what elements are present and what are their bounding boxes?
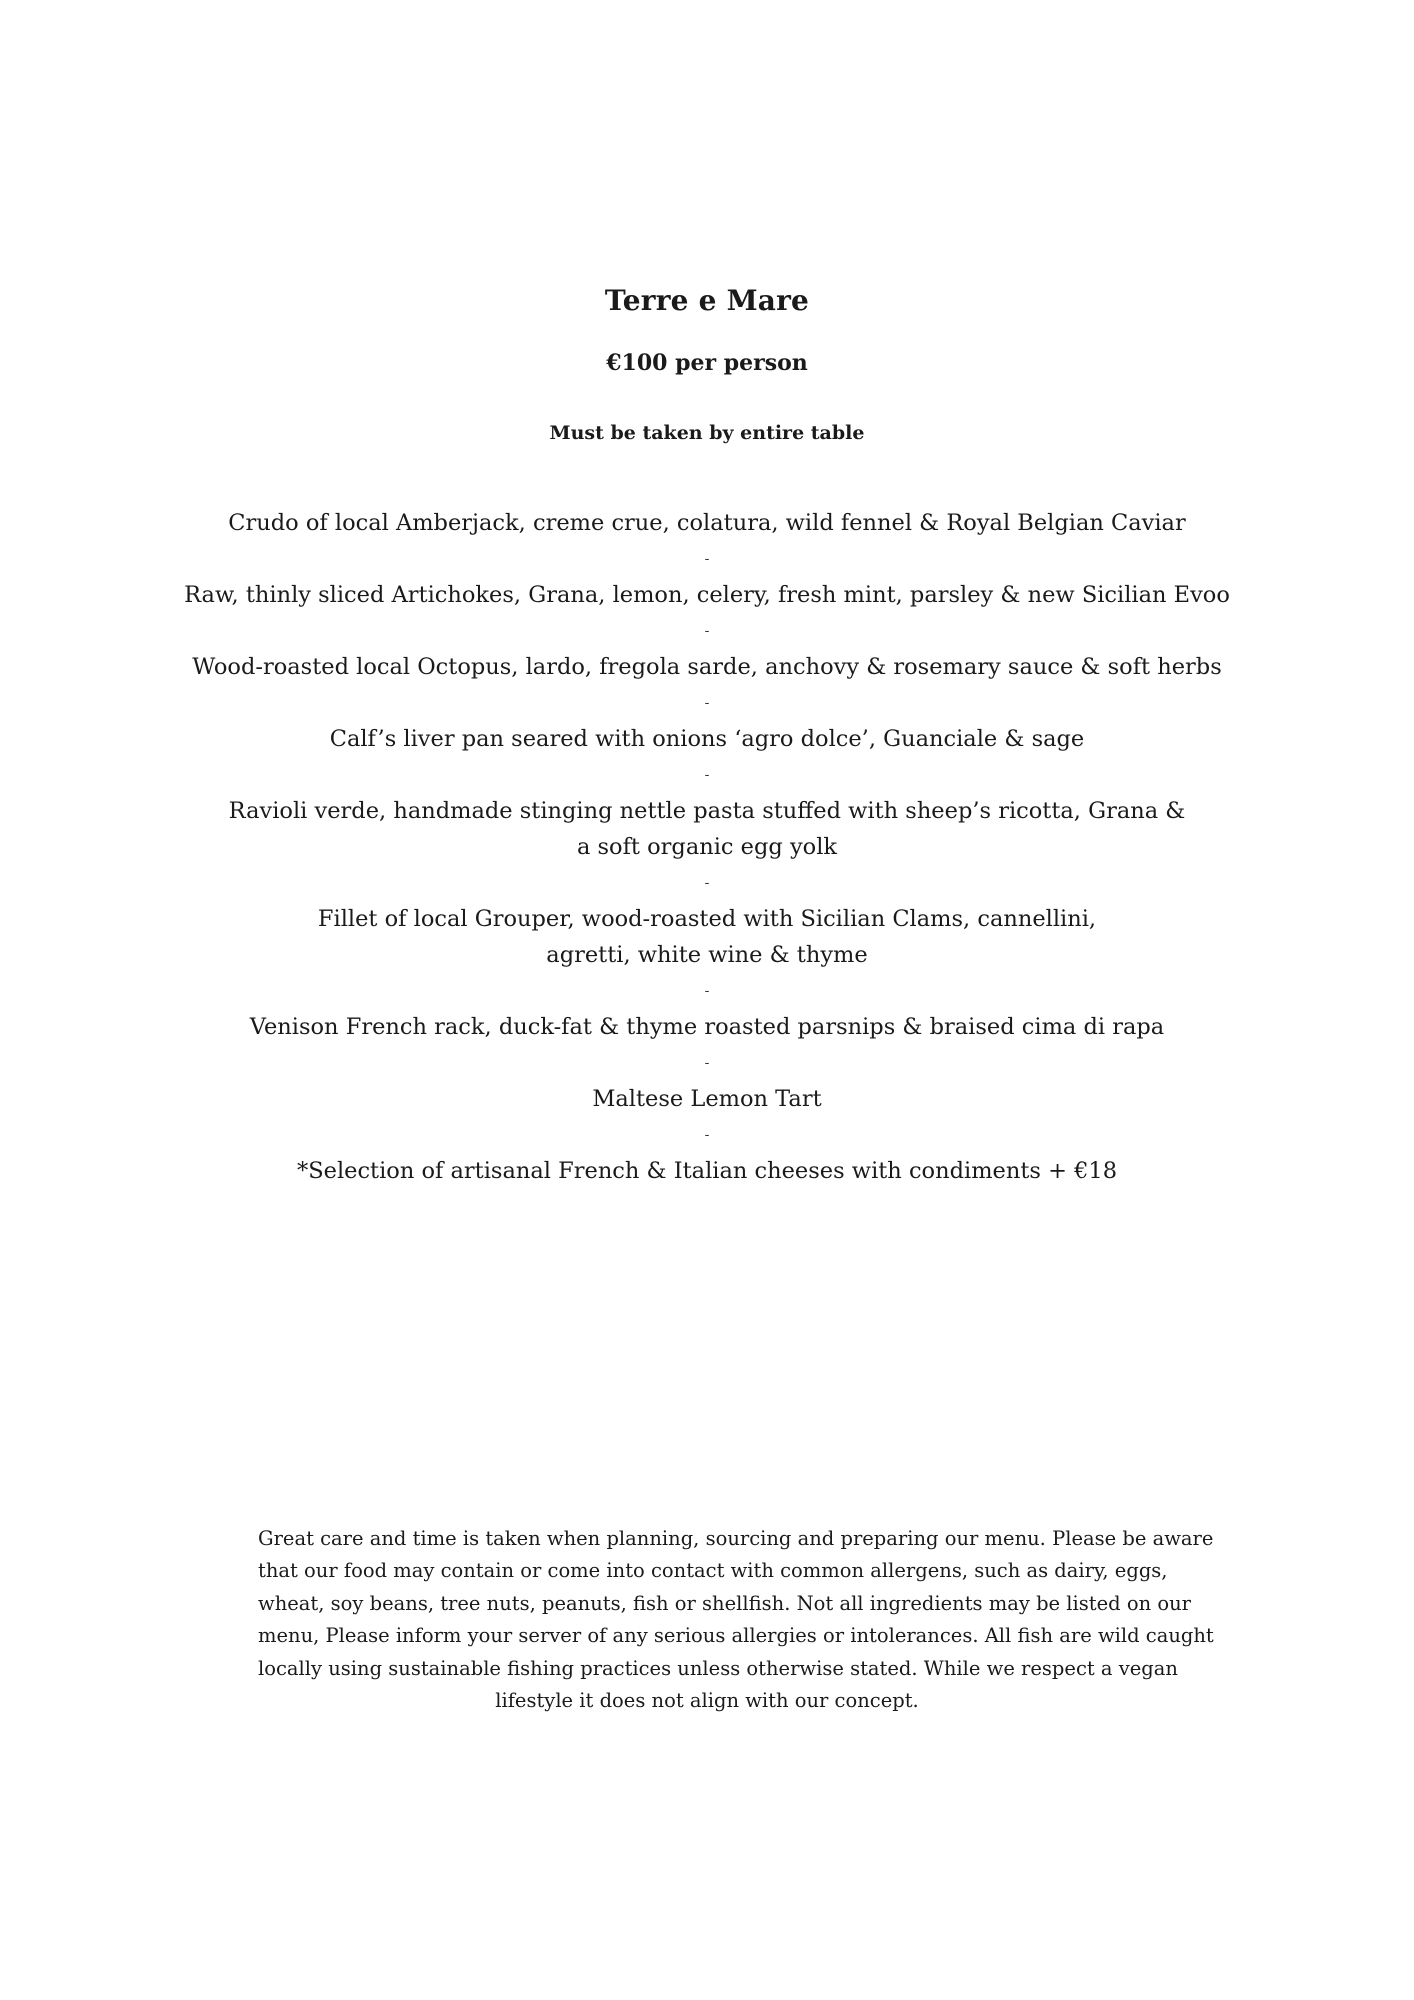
- course-separator: -: [704, 875, 710, 891]
- course-separator: -: [704, 623, 710, 639]
- disclaimer-line: wheat, soy beans, tree nuts, peanuts, fish or shellfish. Not all ingredients may be listed on our: [258, 1591, 1191, 1615]
- course-line: Fillet of local Grouper, wood-roasted with Sicilian Clams, cannellini,: [317, 906, 1097, 932]
- disclaimer-line: lifestyle it does not align with our concept.: [495, 1689, 919, 1713]
- course-item: [140, 793, 1274, 865]
- course-separator: -: [704, 767, 710, 783]
- course-item: [140, 1153, 1274, 1189]
- course-line: a soft organic egg yolk: [576, 834, 838, 860]
- course-item: [140, 901, 1274, 973]
- course-list: [140, 505, 1274, 1189]
- course-line: *Selection of artisanal French & Italian cheeses with condiments + €18: [296, 1158, 1118, 1184]
- course-item: [140, 1081, 1274, 1117]
- allergen-disclaimer: [258, 1523, 1214, 1717]
- disclaimer-line: menu, Please inform your server of any serious allergies or intolerances. All fish are wild caught: [258, 1624, 1214, 1648]
- course-line: Venison French rack, duck-fat & thyme roasted parsnips & braised cima di rapa: [249, 1014, 1165, 1040]
- course-separator: -: [704, 1127, 710, 1143]
- course-item: [140, 649, 1274, 685]
- menu-title: Terre e Mare: [604, 284, 810, 317]
- course-line: agretti, white wine & thyme: [546, 942, 868, 968]
- course-item: [140, 721, 1274, 757]
- menu-price: €100 per person: [606, 350, 808, 376]
- disclaimer-line: Great care and time is taken when planning, sourcing and preparing our menu. Please be aware: [258, 1527, 1214, 1550]
- course-separator: -: [704, 551, 710, 567]
- course-line: Wood-roasted local Octopus, lardo, fregola sarde, anchovy & rosemary sauce & soft herbs: [192, 654, 1222, 680]
- menu-note: Must be taken by entire table: [549, 422, 865, 444]
- course-line: Maltese Lemon Tart: [592, 1086, 822, 1112]
- course-item: [140, 1009, 1274, 1045]
- course-line: Crudo of local Amberjack, creme crue, colatura, wild fennel & Royal Belgian Caviar: [228, 510, 1186, 536]
- course-separator: -: [704, 983, 710, 999]
- course-separator: -: [704, 1055, 710, 1071]
- course-item: [140, 577, 1274, 613]
- course-line: Calf’s liver pan seared with onions ‘agro dolce’, Guanciale & sage: [329, 726, 1085, 752]
- disclaimer-line: locally using sustainable fishing practices unless otherwise stated. While we respect a vegan: [258, 1656, 1178, 1680]
- course-separator: -: [704, 695, 710, 711]
- course-line: Ravioli verde, handmade stinging nettle pasta stuffed with sheep’s ricotta, Grana &: [228, 798, 1186, 824]
- course-line: Raw, thinly sliced Artichokes, Grana, lemon, celery, fresh mint, parsley & new Sicilian Evoo: [184, 582, 1230, 608]
- disclaimer-line: that our food may contain or come into contact with common allergens, such as dairy, eggs,: [258, 1559, 1168, 1583]
- course-item: [140, 505, 1274, 541]
